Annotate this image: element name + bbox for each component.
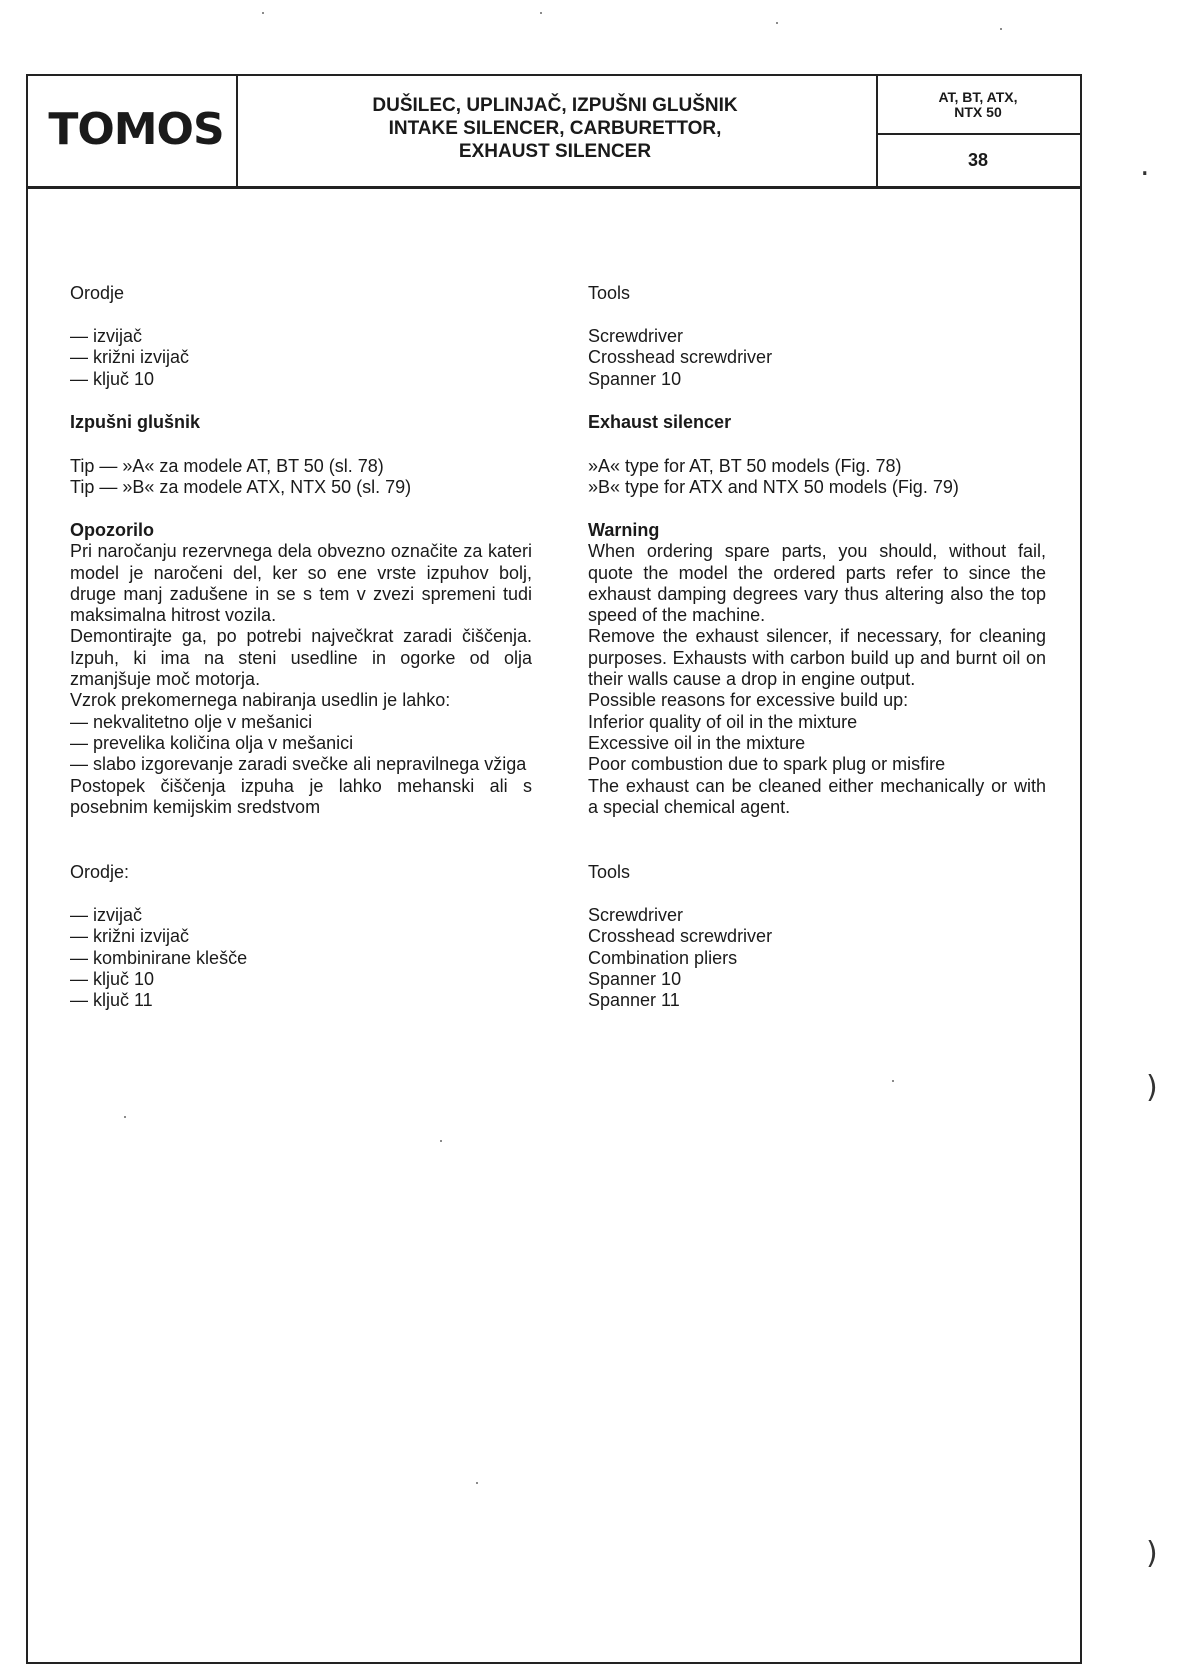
silencer-heading: Exhaust silencer (588, 412, 732, 432)
silencer-heading: Izpušni glušnik (70, 412, 201, 432)
remove-text: Demontirajte ga, po potrebi največkrat zaradi čiščenja. Izpuh, ki ima na steni usedline in ogorke od olja zmanjšuje moč motorja. (70, 626, 532, 690)
footer-rule (26, 1662, 1082, 1664)
cause-heading: Possible reasons for excessive build up: (588, 690, 909, 711)
title-line: DUŠILEC, UPLINJAČ, IZPUŠNI GLUŠNIK (372, 95, 738, 116)
header-bottom-rule (26, 186, 1082, 189)
list-item: Tip — »B« za modele ATX, NTX 50 (sl. 79) (70, 477, 412, 498)
scan-mark: . (1140, 148, 1150, 183)
cause-heading: Vzrok prekomernega nabiranja usedlin je lahko: (70, 690, 451, 711)
list-item: Poor combustion due to spark plug or misfire (588, 754, 946, 775)
list-item: Spanner 11 (588, 990, 680, 1011)
list-item: Tip — »A« za modele AT, BT 50 (sl. 78) (70, 456, 384, 476)
list-item: — ključ 10 (70, 368, 155, 389)
scan-dot (124, 1116, 126, 1118)
list-item: Crosshead screwdriver (588, 926, 773, 947)
right-column (588, 283, 1046, 304)
title-line: EXHAUST SILENCER (458, 141, 652, 162)
left-tools-list (70, 326, 532, 390)
right-warning-block (588, 520, 1046, 818)
models-label (880, 90, 1076, 120)
warning-heading: Opozorilo (70, 520, 154, 540)
left-column (70, 283, 532, 304)
left-warning-block (70, 520, 532, 818)
warning-text: When ordering spare parts, you should, without fail, quote the model the ordered parts refer to since the exhaust damping degrees vary thus altering also the top speed of the machine. (588, 541, 1046, 626)
tools-heading: Tools (588, 283, 631, 303)
left-types (70, 456, 532, 499)
scan-dot (440, 1140, 442, 1142)
tools-heading: Tools (588, 862, 631, 882)
remove-text: Remove the exhaust silencer, if necessary, for cleaning purposes. Exhausts with carbon build up and burnt oil on their walls cause a drop in engine output. (588, 626, 1046, 690)
scan-dot (892, 1080, 894, 1082)
list-item: Spanner 10 (588, 968, 682, 989)
list-item: Screwdriver (588, 326, 684, 346)
list-item: — križni izvijač (70, 347, 190, 368)
right-tools2-list (588, 905, 1046, 1011)
list-item: Crosshead screwdriver (588, 347, 773, 368)
tools-heading: Orodje (70, 283, 125, 303)
tomos-logo: TOMOS (48, 104, 224, 155)
cleaning-text: The exhaust can be cleaned either mechanically or with a special chemical agent. (588, 775, 1046, 817)
list-item: Screwdriver (588, 905, 684, 925)
tools-heading: Orodje: (70, 862, 130, 882)
right-types (588, 456, 1046, 499)
scan-dot (476, 1482, 478, 1484)
list-item: — ključ 11 (70, 990, 153, 1011)
scan-dot (1000, 28, 1002, 30)
list-item: — izvijač (70, 905, 143, 925)
list-item: Inferior quality of oil in the mixture (588, 711, 858, 732)
scan-dot (262, 12, 264, 14)
cleaning-text: Postopek čiščenja izpuha je lahko mehanski ali s posebnim kemijskim sredstvom (70, 775, 532, 817)
scan-dot (776, 22, 778, 24)
page-title (240, 94, 870, 163)
list-item: »A« type for AT, BT 50 models (Fig. 78) (588, 456, 902, 476)
list-item: »B« type for ATX and NTX 50 models (Fig. 79) (588, 477, 959, 498)
list-item: — nekvalitetno olje v mešanici (70, 711, 313, 732)
title-line: INTAKE SILENCER, CARBURETTOR, (388, 118, 722, 139)
list-item: Combination pliers (588, 947, 738, 968)
warning-heading: Warning (588, 520, 660, 540)
scan-mark: ) (1146, 1070, 1158, 1105)
list-item: — ključ 10 (70, 968, 155, 989)
header-top-rule (26, 74, 1082, 76)
scan-dot (540, 12, 542, 14)
list-item: — kombinirane klešče (70, 947, 248, 968)
models-line: NTX 50 (954, 104, 1002, 120)
header-models-rule (878, 133, 1082, 135)
list-item: — izvijač (70, 326, 143, 346)
list-item: — slabo izgorevanje zaradi svečke ali nepravilnega vžiga (70, 754, 527, 775)
header-divider-2 (876, 74, 878, 187)
scan-mark: ) (1146, 1536, 1158, 1571)
page-number: 38 (967, 150, 989, 170)
header-divider-1 (236, 74, 238, 187)
list-item: Excessive oil in the mixture (588, 732, 806, 753)
list-item: Spanner 10 (588, 368, 682, 389)
list-item: — križni izvijač (70, 926, 190, 947)
list-item: — prevelika količina olja v mešanici (70, 732, 354, 753)
left-tools2-list (70, 905, 532, 1011)
right-tools-list (588, 326, 1046, 390)
models-line: AT, BT, ATX, (938, 89, 1018, 105)
warning-text: Pri naročanju rezervnega dela obvezno označite za kateri model je naročeni del, ker so ene vrste izpuhov bolj, druge manj zadušene in se s tem v zvezi spremeni tudi maksimalna hitrost vozila. (70, 541, 532, 626)
